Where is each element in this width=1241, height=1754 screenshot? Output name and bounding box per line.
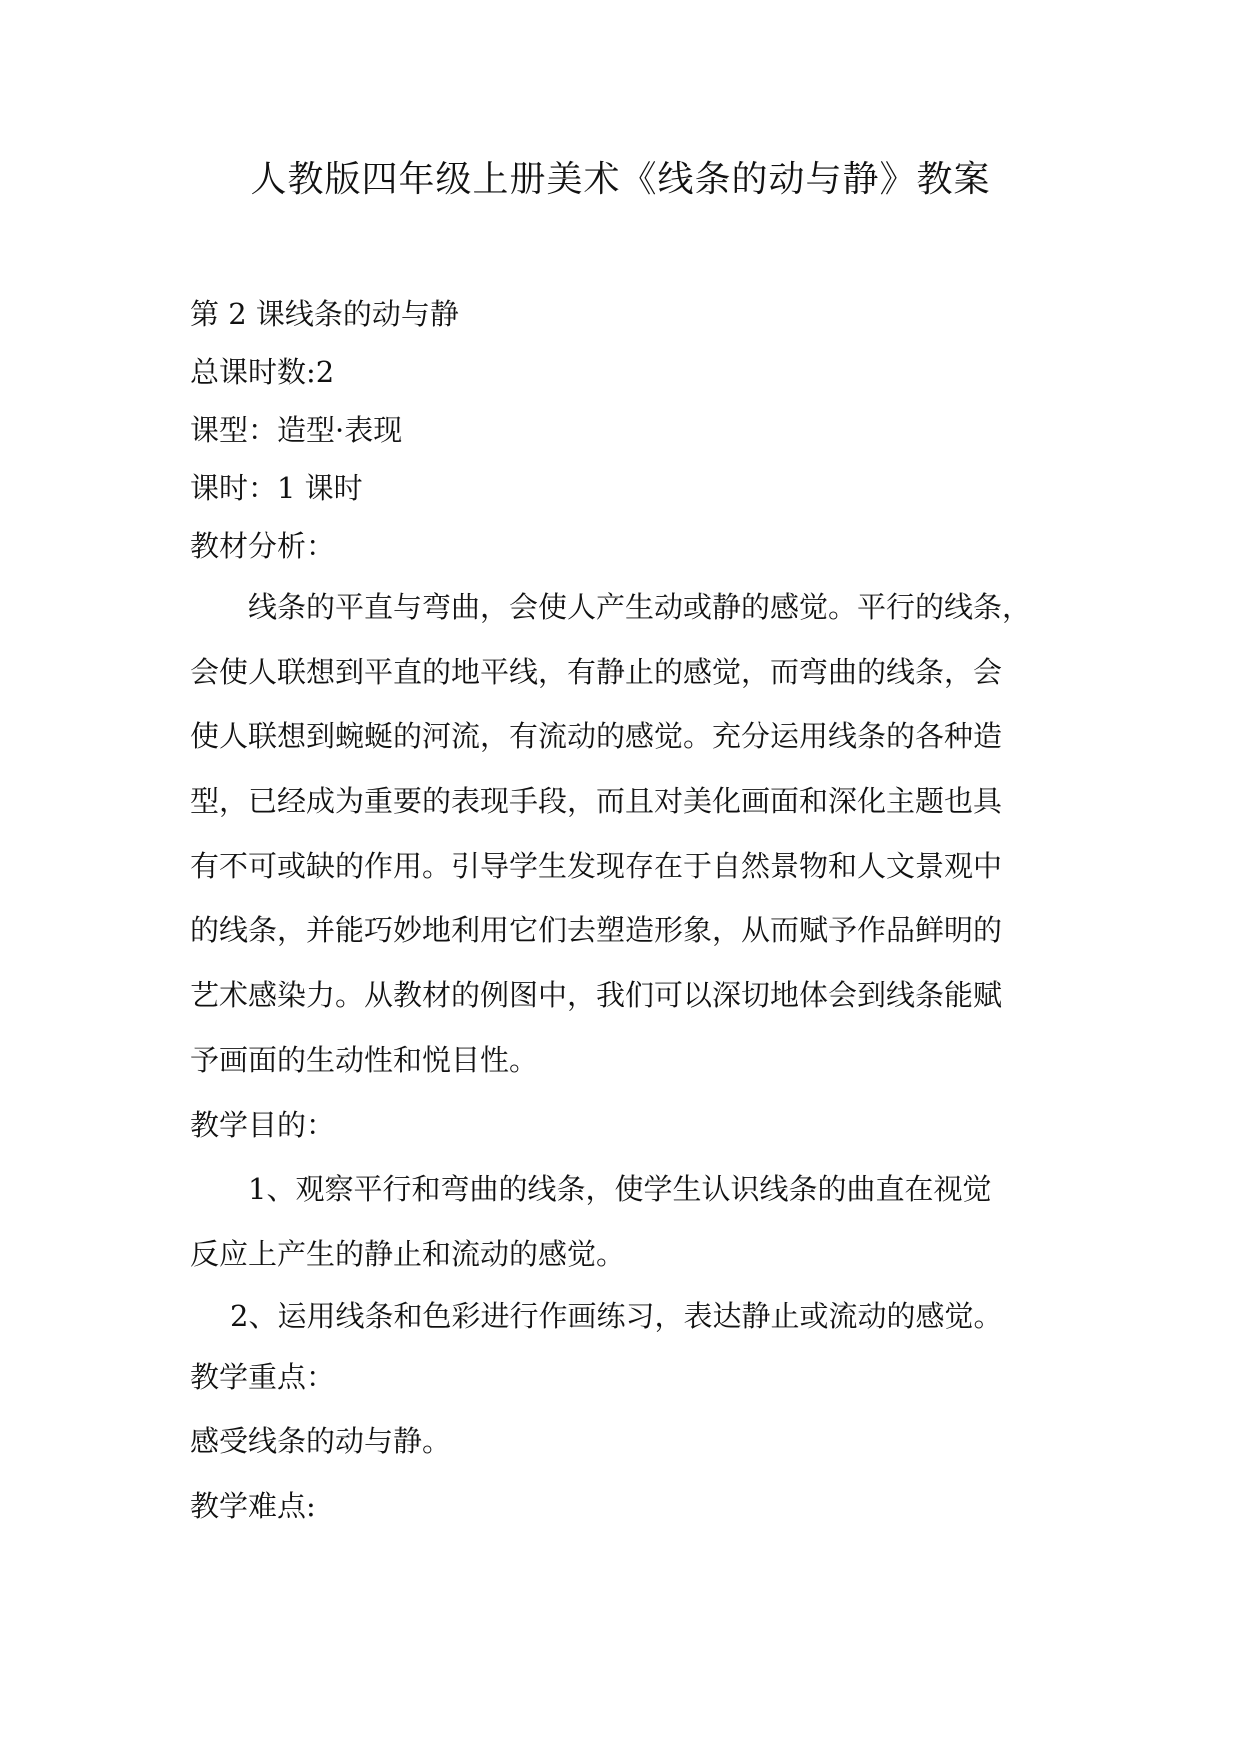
analysis-paragraph-line: 予画面的生动性和悦目性。 [190,1042,539,1077]
difficulty-heading: 教学难点: [190,1488,316,1523]
goal-1-line-1: 1、观察平行和弯曲的线条，使学生认识线条的曲直在视觉 [248,1172,992,1207]
lesson-type: 课型：造型·表现 [190,413,403,447]
analysis-paragraph-line: 的线条，并能巧妙地利用它们去塑造形象，从而赋予作品鲜明的 [190,913,1003,948]
analysis-paragraph-line: 艺术感染力。从教材的例图中，我们可以深切地体会到线条能赋 [190,978,1003,1013]
analysis-paragraph-line: 型，已经成为重要的表现手段，而且对美化画面和深化主题也具 [190,784,1003,819]
analysis-paragraph-line: 会使人联想到平直的地平线，有静止的感觉，而弯曲的线条，会 [190,654,1003,689]
class-hours: 课时：1 课时 [190,471,363,505]
total-hours: 总课时数:2 [190,355,335,389]
goal-2: 2、运用线条和色彩进行作画练习，表达静止或流动的感觉。 [230,1298,1003,1333]
goal-1-line-2: 反应上产生的静止和流动的感觉。 [190,1236,626,1271]
document-body [190,285,1070,1539]
document-title: 人教版四年级上册美术《线条的动与静》教案 [250,159,991,200]
analysis-heading: 教材分析： [190,529,336,563]
analysis-paragraph-line: 线条的平直与弯曲，会使人产生动或静的感觉。平行的线条， [248,590,1032,624]
analysis-paragraph-line: 使人联想到蜿蜒的河流，有流动的感觉。充分运用线条的各种造 [190,719,1003,754]
goals-heading: 教学目的： [190,1107,336,1142]
lesson-heading: 第 2 课线条的动与静 [190,297,459,331]
analysis-paragraph-line: 有不可或缺的作用。引导学生发现存在于自然景物和人文景观中 [190,848,1003,883]
focus-heading: 教学重点： [190,1359,336,1394]
focus-text: 感受线条的动与静。 [190,1424,452,1459]
